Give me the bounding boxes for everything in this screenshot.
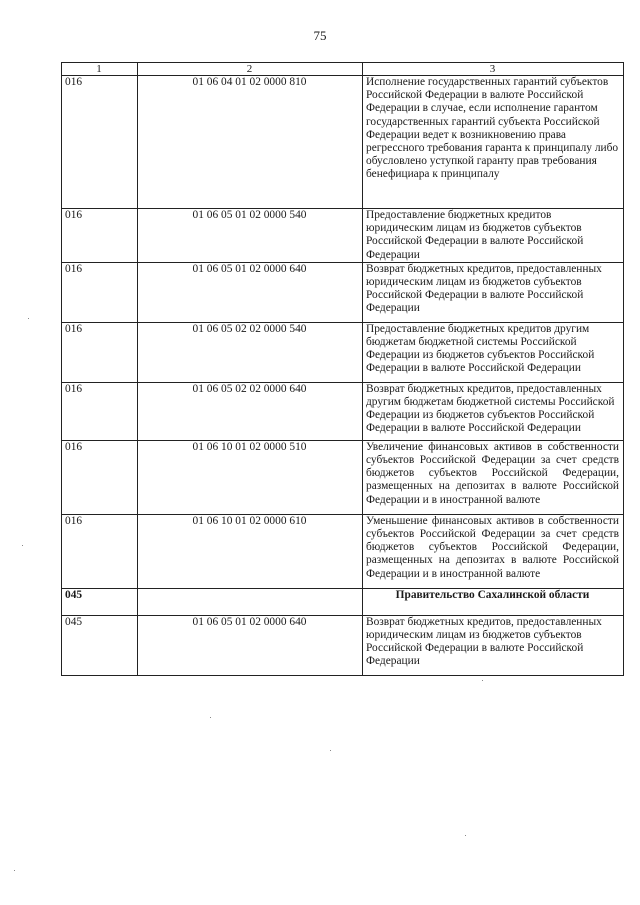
budget-classification-code-cell: 01 06 05 02 02 0000 540: [138, 322, 363, 382]
admin-code-cell: 016: [62, 76, 138, 209]
description-cell: Уменьшение финансовых активов в собственности субъектов Российской Федерации за счет средств бюджетов субъектов Российской Федерации, размещенных на депозитах в валюте Российской Федерации и в иностранной валюте: [363, 514, 624, 588]
admin-code-cell: 016: [62, 514, 138, 588]
table-row: [62, 382, 624, 440]
table-row: [62, 615, 624, 675]
scan-speck: [14, 870, 15, 871]
scan-speck: [465, 835, 466, 836]
budget-classification-code-cell: 01 06 05 02 02 0000 640: [138, 382, 363, 440]
budget-classification-code-cell: 01 06 04 01 02 0000 810: [138, 76, 363, 209]
section-header-row: [62, 588, 624, 615]
column-header-3: 3: [363, 63, 624, 76]
scan-speck: [28, 318, 29, 319]
admin-code-cell: 016: [62, 322, 138, 382]
description-cell: Возврат бюджетных кредитов, предоставленных другим бюджетам бюджетной системы Российской Федерации из бюджетов субъектов Российской Федерации в валюте Российской Федерации: [363, 382, 624, 440]
scan-speck: [330, 750, 331, 751]
description-cell: Возврат бюджетных кредитов, предоставленных юридическим лицам из бюджетов субъектов Российской Федерации в валюте Российской Федерации: [363, 262, 624, 322]
page-number: 75: [313, 28, 327, 43]
budget-classification-code-cell: 01 06 05 01 02 0000 640: [138, 615, 363, 675]
table-row: [62, 76, 624, 209]
table-row: [62, 322, 624, 382]
scan-speck: [482, 680, 483, 681]
admin-code-cell: 016: [62, 209, 138, 263]
section-title-cell: Правительство Сахалинской области: [363, 588, 624, 615]
budget-classification-code-cell: 01 06 10 01 02 0000 510: [138, 440, 363, 514]
column-header-2: 2: [138, 63, 363, 76]
admin-code-cell: 016: [62, 262, 138, 322]
admin-code-cell: 045: [62, 615, 138, 675]
scan-speck: [210, 717, 211, 718]
budget-classification-code-cell: 01 06 10 01 02 0000 610: [138, 514, 363, 588]
description-cell: Увеличение финансовых активов в собственности субъектов Российской Федерации за счет средств бюджетов субъектов Российской Федерации, размещенных на депозитах в валюте Российской Федерации и в иностранной валюте: [363, 440, 624, 514]
admin-code-cell: 045: [62, 588, 138, 615]
budget-classification-code-cell: [138, 588, 363, 615]
budget-classification-code-cell: 01 06 05 01 02 0000 540: [138, 209, 363, 263]
description-cell: Предоставление бюджетных кредитов юридическим лицам из бюджетов субъектов Российской Федерации в валюте Российской Федерации: [363, 209, 624, 263]
scan-speck: [22, 545, 23, 546]
table-row: [62, 514, 624, 588]
description-cell: Исполнение государственных гарантий субъектов Российской Федерации в валюте Российской Федерации в случае, если исполнение гарантом государственных гарантий субъекта Российской Федерации ведет к возникновению права регрессного требования гаранта к принципалу либо обусловлено уступкой гаранту прав требования бенефициара к принципалу: [363, 76, 624, 209]
table-header-row: [62, 63, 624, 76]
table-row: [62, 440, 624, 514]
admin-code-cell: 016: [62, 440, 138, 514]
admin-code-cell: 016: [62, 382, 138, 440]
budget-codes-table: [61, 62, 624, 676]
budget-classification-code-cell: 01 06 05 01 02 0000 640: [138, 262, 363, 322]
table-row: [62, 262, 624, 322]
description-cell: Предоставление бюджетных кредитов другим бюджетам бюджетной системы Российской Федерации из бюджетов субъектов Российской Федерации в валюте Российской Федерации: [363, 322, 624, 382]
description-cell: Возврат бюджетных кредитов, предоставленных юридическим лицам из бюджетов субъектов Российской Федерации в валюте Российской Федерации: [363, 615, 624, 675]
table-row: [62, 209, 624, 263]
column-header-1: 1: [62, 63, 138, 76]
